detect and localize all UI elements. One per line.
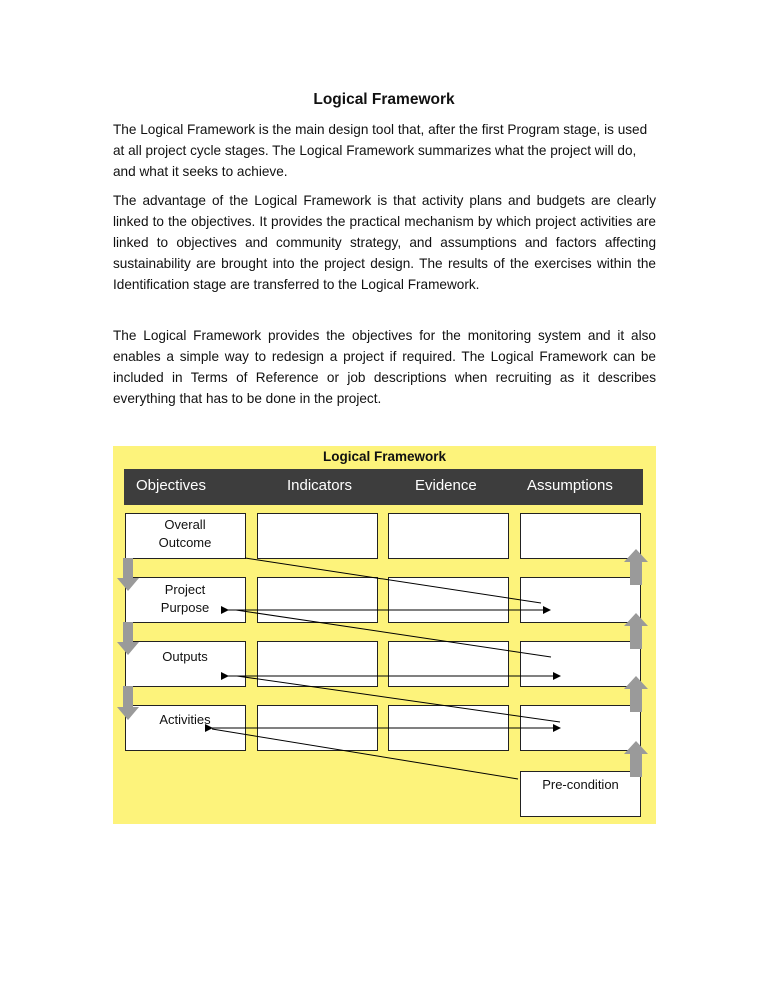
- up-arrow-4: [624, 741, 648, 777]
- line-purpose-to-outputs-assumption: [236, 610, 551, 657]
- label-project-purpose: Project Purpose: [160, 582, 210, 615]
- down-arrows: [117, 558, 139, 720]
- page-title: Logical Framework: [313, 91, 455, 108]
- logframe-diagram: [113, 446, 656, 824]
- down-arrow-2: [117, 622, 139, 655]
- paragraph-intro: The Logical Framework is the main design tool that, after the first Program stage, is used at all project cycle stages. The Logical Framework summarizes what the project will do, and what it seeks to achieve.: [113, 122, 648, 179]
- label-outputs: Outputs: [162, 649, 208, 664]
- up-arrow-2: [624, 613, 648, 649]
- diagram-title: Logical Framework: [322, 449, 447, 464]
- up-arrows: [624, 549, 648, 777]
- column-header-objectives: Objectives: [136, 477, 207, 494]
- logic-lines: [212, 558, 560, 779]
- label-activities: Activities: [159, 712, 211, 727]
- up-arrow-3: [624, 676, 648, 712]
- line-precondition-to-activities: [212, 729, 518, 779]
- column-header-evidence: Evidence: [415, 477, 477, 494]
- paragraph-advantage: The advantage of the Logical Framework is that activity plans and budgets are clearly linked to the objectives. It provides the practical mechanism by which project activities are linked to objectives and community strategy, and assumptions and factors affecting sustainability are brought into the project design. The results of the exercises within the Identification stage are transferred to the Logical Framework.: [113, 193, 656, 292]
- down-arrow-3: [117, 686, 139, 720]
- column-header-assumptions: Assumptions: [527, 477, 613, 494]
- label-precondition: Pre-condition: [542, 777, 619, 792]
- label-overall-outcome: Overall Outcome: [158, 517, 212, 550]
- down-arrow-1: [117, 558, 139, 591]
- diagram-arrows: [113, 446, 656, 824]
- line-outputs-to-activities-assumption: [237, 676, 560, 722]
- column-header-indicators: Indicators: [287, 477, 353, 494]
- line-outcome-to-purpose-assumption: [245, 558, 541, 603]
- paragraph-monitoring: The Logical Framework provides the objectives for the monitoring system and it also enables a simple way to redesign a project if required. The Logical Framework can be included in Terms of Reference or job descriptions when recruiting as it describes everything that has to be done in the project.: [113, 328, 656, 406]
- up-arrow-1: [624, 549, 648, 585]
